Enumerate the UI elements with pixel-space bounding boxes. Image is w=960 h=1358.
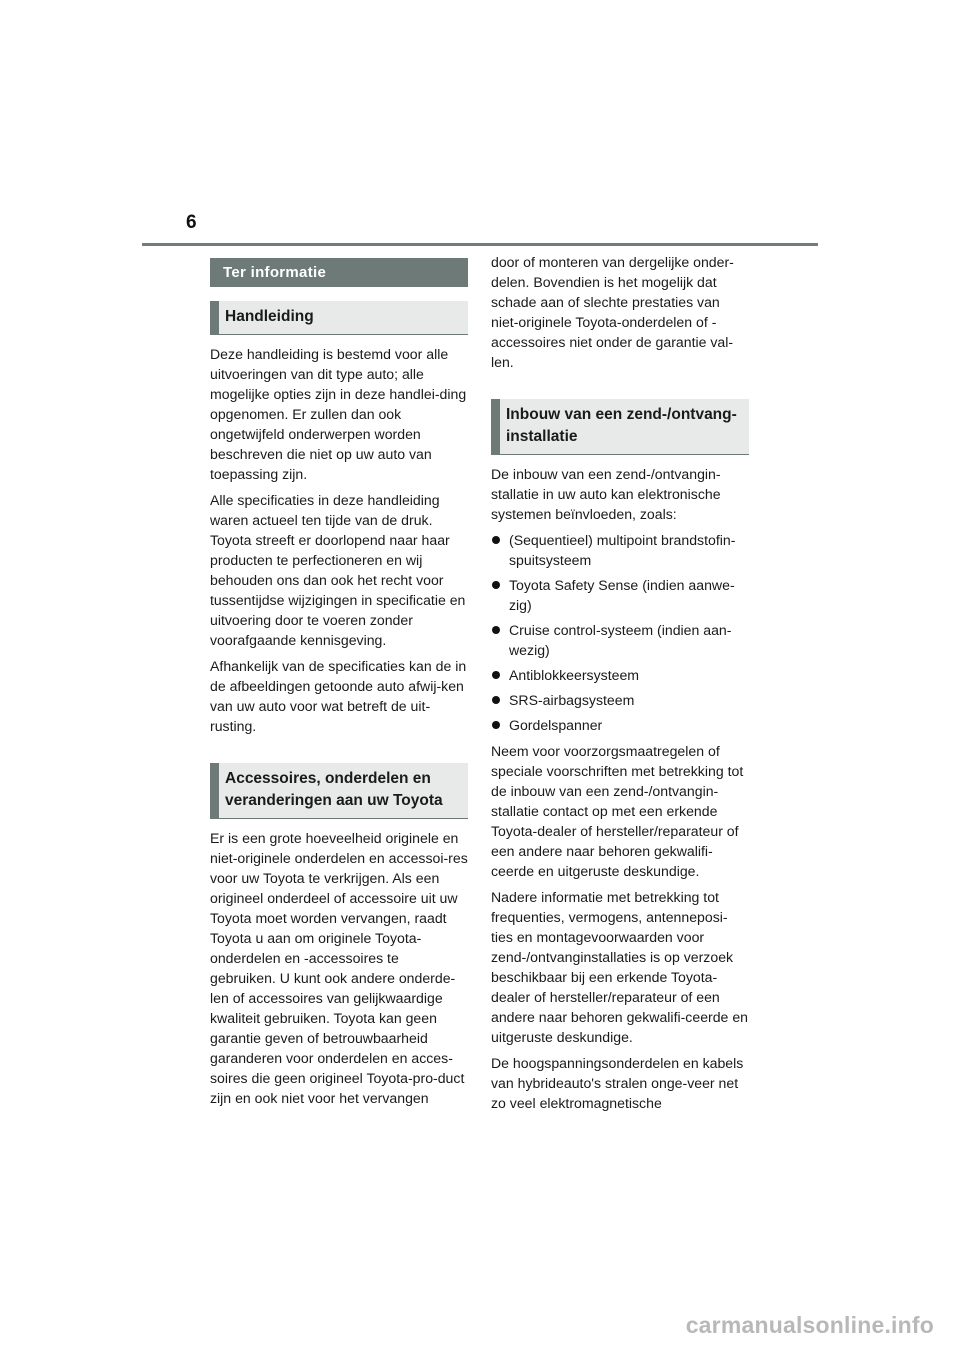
watermark: carmanualsonline.info <box>685 1312 934 1338</box>
list-item <box>491 715 749 735</box>
section-title-inbouw: Inbouw van een zend-/ontvang-installatie <box>491 399 749 455</box>
list-item <box>491 665 749 685</box>
paragraph: Neem voor voorzorgsmaatregelen of speciale voorschriften met betrekking tot de inbouw van een zend-/ontvangin-stallatie contact op met een erkende Toyota-dealer of hersteller/reparateur of een andere naar behoren gekwalifi-ceerde en uitgeruste deskundige. <box>491 743 744 879</box>
list-item <box>491 620 749 660</box>
paragraph: door of monteren van dergelijke onder-delen. Bovendien is het mogelijk dat schade aan of slechte prestaties van niet-originele Toyota-onderdelen of -accessoires niet onder de garantie val-len. <box>491 254 734 370</box>
bullet-icon <box>492 581 500 589</box>
bullet-list <box>491 530 749 735</box>
list-item-text: SRS-airbagsysteem <box>509 692 635 708</box>
paragraph: Afhankelijk van de specificaties kan de in de afbeeldingen getoonde auto afwij-ken van uw auto voor wat betreft de uit-rusting. <box>210 658 467 734</box>
bullet-icon <box>492 626 500 634</box>
page-number: 6 <box>186 212 197 233</box>
bullet-icon <box>492 536 500 544</box>
list-item-text: Antiblokkeersysteem <box>509 667 640 683</box>
paragraph: Er is een grote hoeveelheid originele en niet-originele onderdelen en accessoi-res voor uw Toyota te verkrijgen. Als een origineel onderdeel of accessoire uit uw Toyota moet worden vervangen, raadt Toyota u aan om originele Toyota-onderdelen en -accessoires te gebruiken. U kunt ook andere onderde-len of accessoires van gelijkwaardige kwaliteit gebruiken. Toyota kan geen garantie geven of betrouwbaarheid garanderen voor onderdelen en acces-soires die geen origineel Toyota-pro-duct zijn en ook niet voor het vervangen <box>210 830 468 1106</box>
paragraph: De hoogspanningsonderdelen en kabels van hybrideauto's stralen onge-veer net zo veel elektromagnetische <box>491 1055 744 1111</box>
paragraph: Alle specificaties in deze handleiding waren actueel ten tijde van de druk. Toyota streeft er doorlopend naar haar producten te perfectioneren en wij behouden ons dan ook het recht voor tussentijdse wijzigingen in specificatie en uitvoering door te voeren zonder voorafgaande kennisgeving. <box>210 492 466 648</box>
list-item <box>491 575 749 615</box>
bullet-icon <box>492 671 500 679</box>
list-item-text: Toyota Safety Sense (indien aanwe-zig) <box>509 577 735 613</box>
list-item <box>491 690 749 710</box>
paragraph: Nadere informatie met betrekking tot frequenties, vermogens, antenneposi-ties en montagevoorwaarden voor zend-/ontvanginstallaties is op verzoek beschikbaar bij een erkende Toyota-dealer of hersteller/reparateur of een andere naar behoren gekwalifi-ceerde en uitgeruste deskundige. <box>491 889 748 1045</box>
chapter-title: Ter informatie <box>210 258 468 287</box>
bullet-icon <box>492 696 500 704</box>
section-title-handleiding: Handleiding <box>210 301 468 335</box>
paragraph: De inbouw van een zend-/ontvangin-stallatie in uw auto kan elektronische systemen beïnvloeden, zoals: <box>491 466 721 522</box>
list-item-text: Gordelspanner <box>509 717 603 733</box>
list-item-text: (Sequentieel) multipoint brandstofin-spuitsysteem <box>509 532 736 568</box>
list-item-text: Cruise control-systeem (indien aan-wezig) <box>509 622 732 658</box>
paragraph: Deze handleiding is bestemd voor alle uitvoeringen van dit type auto; alle mogelijke opties zijn in deze handlei-ding opgenomen. Er zullen dan ook ongetwijfeld onderwerpen worden beschreven die niet op uw auto van toepassing zijn. <box>210 346 467 482</box>
header-rule <box>142 243 818 246</box>
left-column <box>210 258 468 1114</box>
section-title-accessoires: Accessoires, onderdelen en veranderingen aan uw Toyota <box>210 763 468 819</box>
list-item <box>491 530 749 570</box>
bullet-icon <box>492 721 500 729</box>
right-column <box>491 252 749 1119</box>
